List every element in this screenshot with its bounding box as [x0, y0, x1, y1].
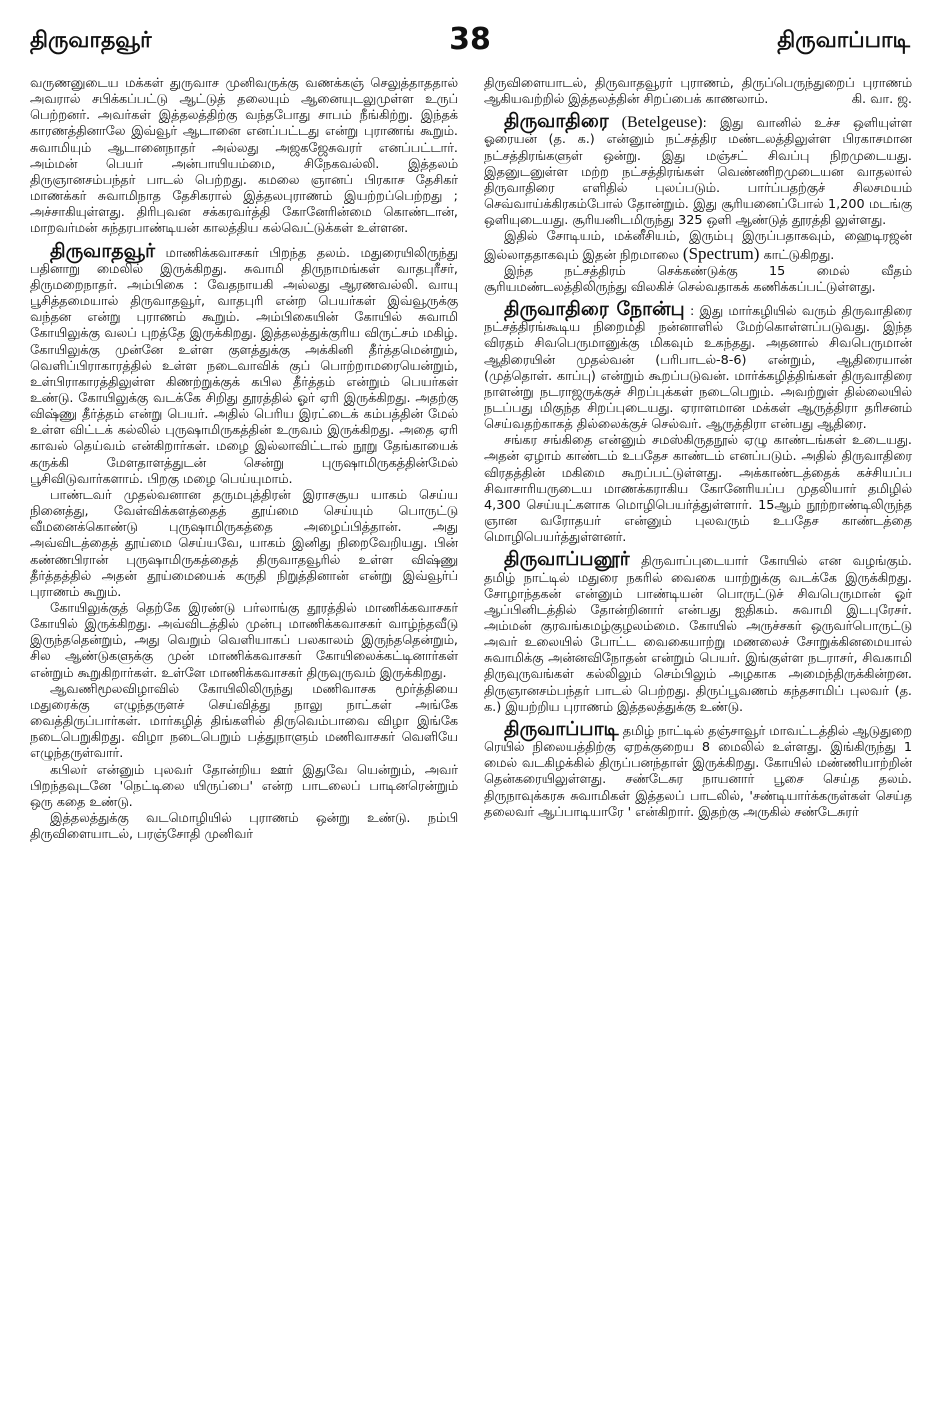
entry-paragraph	[30, 239, 458, 488]
entry-paragraph	[484, 300, 912, 433]
entry-text: திருவாப்புடையார் கோயில் என வழங்கும். தமிழ் நாட்டில் மதுரை நகரில் வைகை யாற்றுக்கு வடக்கே இருக்கிறது. சோழாந்தகன் என்னும் பாண்டியன் பொருட்டுச் சிவபெருமான் ஓர் ஆப்பினிடத்தில் தோன்றினார் என்பது ஐதிகம். சுவாமி இடபுரேசர். அம்மன் குரவங்கமழ்குழலம்மை. கோயில் அருச்சகர் ஒருவர்பொருட்டு அவர் உலையில் போட்ட வைகையாற்று மணலைச் சோறுக்கினமையால் சுவாமிக்கு அன்னவிநோதன் என்றும் பெயர். இங்குள்ள நடராசர், சிவகாமி திருவுருவங்கள் கல்லிலும் செம்பிலும் அழகாக அமைந்திருக்கின்றன. திருஞானசம்பந்தர் பாடல் பெற்றது. திருப்பூவணம் கந்தசாமிப் புலவர் (த. க.) இயற்றிய புராணம் இத்தலத்துக்கு உண்டு.	[484, 554, 912, 715]
paragraph-text: காட்டுகிறது.	[763, 247, 835, 263]
entry-headword: திருவாதிரை நோன்பு	[504, 298, 685, 321]
entry-paragraph	[484, 550, 912, 716]
paragraph: ஆவணிமூலவிழாவில் கோயிலிலிருந்து மணிவாசக மூர்த்தியை மதுரைக்கு எழுந்தருளச் செய்வித்து நாலு நாட்கள் அங்கே வைத்திருப்பார்கள். மார்கழித் திங்களில் திருவெம்பாவை விழா இங்கே நடைபெறுகிறது. விழா நடைபெறும் பத்துநாளும் மணிவாசகர் வெளியே எழுந்தருள்வார்.	[30, 681, 458, 762]
running-head-right: திருவாப்பாடி	[777, 28, 910, 53]
paragraph: பாண்டவர் முதல்வனான தருமபுத்திரன் இராசசூய யாகம் செய்ய நினைத்து, வேள்விக்களத்தைத் தூய்மை செய்யும் பொருட்டு வீமனைக்கொண்டு புருஷாமிருகத்தை அழைப்பித்தான். அது அவ்விடத்தைத் தூய்மை செய்யவே, யாகம் இனிது நிறைவேறியது. பின் கண்ணபிரான் புருஷாமிருகத்தைத் திருவாதவூரில் உள்ள விஷ்ணு தீர்த்தத்தில் அதன் தூய்மையைக் கருதி நிறுத்தினான் என்று இவ்வூர்ப் புராணம் கூறும்.	[30, 487, 458, 600]
page-number: 38	[449, 22, 491, 57]
paragraph: கபிலர் என்னும் புலவர் தோன்றிய ஊர் இதுவே யென்றும், அவர் பிறந்தவுடனே 'நெட்டிலை யிருப்பை' என்ற பாடலைப் பாடினரென்றும் ஒரு கதை உண்டு.	[30, 762, 458, 810]
paragraph-text: திருவிளையாடல், திருவாதவூரர் புராணம், திருப்பெருந்துறைப் புராணம் ஆகியவற்றில் இத்தலத்தின் சிறப்பைக் காணலாம்.	[484, 76, 912, 108]
running-head-left: திருவாதவூர்	[30, 28, 152, 53]
paragraph-text: இதில் சோடியம், மக்னீசியம், இரும்பு இருப்பதாகவும், ஹைடிரஜன் இல்லாததாகவும் இதன் நிறமாலை	[484, 229, 912, 263]
left-column	[30, 76, 458, 1416]
page-header	[30, 22, 910, 62]
entry-text: : இது வானில் உச்ச ஒளியுள்ள ஓரையன் (த. க.) என்னும் நட்சத்திர மண்டலத்திலுள்ள பிரகாசமான நட்சத்திரங்களுள் ஒன்று. இது மஞ்சட் சிவப்பு நிறமுடையது. இதனுடனுள்ள மற்ற நட்சத்திரங்கள் வெண்ணிறமுடையன வாதலால் திருவாதிரை எளிதில் புலப்படும். பார்ப்பதற்குச் சிலசமயம் செவ்வாய்க்கிரகம்போல் தோன்றும். இது சூரியனைப்போல் 1,200 மடங்கு ஒளியுடையது. சூரியனிடமிருந்து 325 ஒளி ஆண்டுத் தூரத்தி லுள்ளது.	[484, 116, 912, 229]
paragraph	[484, 76, 912, 108]
entry-headword: திருவாதிரை	[504, 110, 609, 133]
entry-headword: திருவாதவூர்	[50, 239, 156, 262]
paragraph: வருணனுடைய மக்கள் துருவாச முனிவருக்கு வணக்கஞ் செலுத்தாததால் அவரால் சபிக்கப்பட்டு ஆட்டுத் தலையும் ஆனையுடலுமுள்ள உருப் பெற்றனர். அவர்கள் இத்தலத்திற்கு வந்தபோது சாபம் நீங்கிற்று. இந்தக் காரணத்தினாலே இவ்வூர் ஆடானை எனப்பட்டது என்று புராணங் கூறும். சுவாமியும் ஆடானைநாதர் அல்லது அஜகஜேசுவரர் எனப்பட்டார். அம்மன் பெயர் அன்பாயியம்மை, சிநேகவல்லி. இத்தலம் திருஞானசம்பந்தர் பாடல் பெற்றது. கமலை ஞானப் பிரகாச தேசிகர் மாணக்கர் சுவாமிநாத தேசிகரால் இத்தலபுராணம் இயற்றப்பெற்றது ; அச்சாகியுள்ளது. திரிபுவன சக்கரவர்த்தி கோனேரின்மை கொண்டான், மாறவர்மன் சுந்தரபாண்டியன் காலத்திய கல்வெட்டுக்கள் உள்ளன.	[30, 76, 458, 237]
entry-text: தமிழ் நாட்டில் தஞ்சாவூர் மாவட்டத்தில் ஆடுதுறை ரெயில் நிலையத்திற்கு ஏறக்குறைய 8 மைலில் உள்ளது. இங்கிருந்து 1 மைல் வடகிழக்கில் திருப்பனந்தாள் இருக்கிறது. கோயில் மண்ணியாற்றின் தென்கரையிலுள்ளது. சண்டேசுர நாயனார் பூசை செய்த தலம். திருநாவுக்கரசு சுவாமிகள் இத்தலப் பாடலில், 'சண்டியார்க்கருள்கள் செய்த தலைவர் ஆப்பாடியாரே ' என்கிறார். இதற்கு அருகில் சண்டேசுரர்	[484, 723, 912, 820]
entry-text: மாணிக்கவாசகர் பிறந்த தலம். மதுரையிலிருந்து பதினாறு மைலில் இருக்கிறது. சுவாமி திருநாமங்கள் வாதபுரீசர், திருமறைநாதர். அம்பிகை : வேதநாயகி அல்லது ஆரணவல்லி. வாயு பூசித்தமையால் திருவாதவூர், வாதபுரி என்ற பெயர்கள் இவ்வூருக்கு வந்தன என்று புராணம் கூறும். அம்பிகையின் கோயில் சுவாமி கோயிலுக்கு வலப் புறத்தே இருக்கிறது. இத்தலத்துக்குரிய விருட்சம் மகிழ். கோயிலுக்கு முன்னே உள்ள குளத்துக்கு அக்கினி தீர்த்தமென்றும், வெளிப்பிராகாரத்தில் உள்ள நடைவாவிக் குப் பொற்றாமரையென்றும், உள்பிராகாரத்திலுள்ள கிணற்றுக்குக் கபில தீர்த்தம் என்றும் பெயர்கள் உண்டு. கோயிலுக்கு வடக்கே சிறிது தூரத்தில் ஓர் ஏரி இருக்கிறது. அதற்கு விஷ்ணு தீர்த்தம் என்று பெயர். அதில் பெரிய இரட்டைக் கம்பத்தின் மேல் உள்ள விட்டக் கல்லில் புருஷாமிருகத்தின் உருவம் இருக்கிறது. அதை ஏரி காவல் தெய்வம் என்கிறார்கள். மழை இல்லாவிட்டால் நூறு தேங்காயைக் கருக்கி மேளதாளத்துடன் சென்று புருஷாமிருகத்தின்மேல் பூசிவிடுவார்களாம். பிறகு மழை பெய்யுமாம்.	[30, 245, 458, 487]
entry-paragraph	[484, 112, 912, 229]
entry-headword: திருவாப்பாடி	[504, 717, 619, 740]
paragraph: இத்தலத்துக்கு வடமொழியில் புராணம் ஒன்று உண்டு. நம்பி திருவிளையாடல், பரஞ்சோதி முனிவர்	[30, 811, 458, 843]
paragraph	[484, 229, 912, 263]
entry-text: : இது மார்கழியில் வரும் திருவாதிரை நட்சத்திரங்கூடிய நிறைமதி நன்னாளில் மேற்கொள்ளப்படுவது. இந்த விரதம் சிவபெருமானுக்கு மிகவும் உகந்தது. அதனால் சிவபெருமான் ஆதிரையின் முதல்வன் (பரிபாடல்-8-6) என்றும், ஆதிரையான் (முத்தொள். காப்பு) என்றும் கூறப்படுவன். மார்க்கழித்திங்கள் திருவாதிரை நாளன்று நடராஜருக்குச் சிறப்புக்கள் நடைபெறும். அவற்றுள் தில்லையில் நடப்பது மிகுந்த சிறப்புடையது. ஏராளமான மக்கள் ஆருத்திரா தரிசனம் செய்வதற்காகத் தில்லைக்குச் செல்வர். ஆருத்திரா என்பது ஆதிரை.	[484, 304, 912, 433]
paragraph: இந்த நட்சத்திரம் செக்கண்டுக்கு 15 மைல் வீதம் சூரியமண்டலத்திலிருந்து விலகிச் செல்வதாகக் கணிக்கப்பட்டுள்ளது.	[484, 263, 912, 295]
entry-headword: திருவாப்பனூர்	[504, 548, 630, 571]
latin-term: (Spectrum)	[682, 243, 760, 263]
right-column	[484, 76, 912, 1416]
entry-paragraph	[484, 717, 912, 821]
author-signature: கி. வா. ஜ.	[851, 92, 912, 108]
paragraph: கோயிலுக்குத் தெற்கே இரண்டு பர்லாங்கு தூரத்தில் மாணிக்கவாசகர் கோயில் இருக்கிறது. அவ்விடத்தில் முன்பு மாணிக்கவாசகர் வாழ்ந்தவீடு இருந்ததென்றும், அது வெறும் வெளியாகப் பலகாலம் இருந்ததென்றும், சில ஆண்டுகளுக்கு முன் மாணிக்கவாசகர் கோயிலைக்கட்டினார்கள் என்றும் கூறுகிறார்கள். உள்ளே மாணிக்கவாசகர் திருவுருவம் இருக்கிறது.	[30, 601, 458, 681]
latin-term: (Betelgeuse)	[621, 114, 703, 132]
paragraph: சங்கர சங்கிதை என்னும் சமஸ்கிருதநூல் ஏழு காண்டங்கள் உடையது. அதன் ஏழாம் காண்டம் உபதேச காண்டம் எனப்படும். அதில் திருவாதிரை விரதத்தின் மகிமை கூறப்பட்டுள்ளது. அக்காண்டத்தைக் கச்சியப்ப சிவாசாரியருடைய மாணக்கராகிய கோனேரியப்ப முதலியார் தமிழில் 4,300 செய்யுட்களாக மொழிபெயர்த்துள்ளார். 15ஆம் நூற்றாண்டிலிருந்த ஞான வரோதயர் என்னும் புலவரும் உபதேச காண்டத்தை மொழிபெயர்த்துள்ளனர்.	[484, 433, 912, 546]
